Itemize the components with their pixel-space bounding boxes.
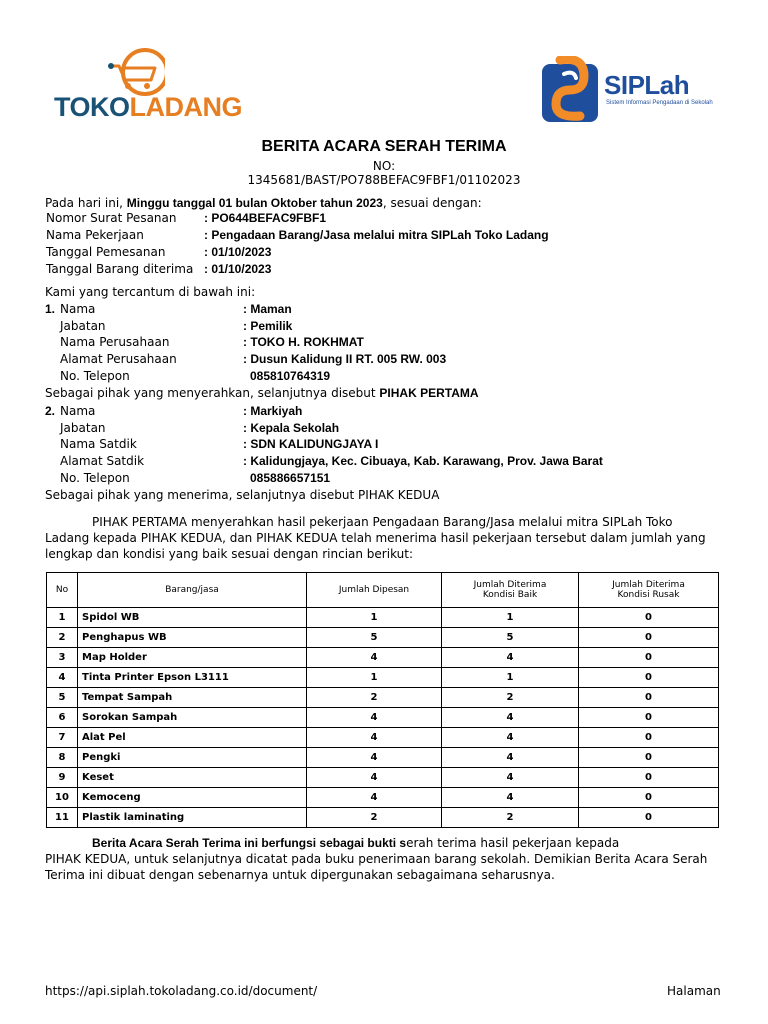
row-no: 10 [47,788,78,808]
header-received-good: Jumlah Diterima Kondisi Baik [442,573,579,608]
row-received-broken: 0 [579,688,719,708]
row-ordered: 4 [307,708,442,728]
header-received-broken: Jumlah Diterima Kondisi Rusak [579,573,719,608]
row-received-good: 4 [442,728,579,748]
row-no: 4 [47,668,78,688]
row-item: Spidol WB [78,608,307,628]
row-item: Plastik laminating [78,808,307,828]
siplah-logo [540,56,730,126]
table-header-row [47,573,719,608]
row-received-good: 5 [442,628,579,648]
table-row [47,788,719,808]
row-received-good: 4 [442,768,579,788]
statement-paragraph: PIHAK PERTAMA menyerahkan hasil pekerjaan Pengadaan Barang/Jasa melalui mitra SIPLah Toko Ladang kepada PIHAK KEDUA, dan PIHAK KEDUA telah menerima hasil pekerjaan tersebut dalam jumlah yang lengkap dan kondisi yang baik sesuai dengan rincian berikut: [45,515,706,561]
row-no: 2 [47,628,78,648]
table-row [47,608,719,628]
row-no: 8 [47,748,78,768]
row-received-broken: 0 [579,628,719,648]
row-no: 7 [47,728,78,748]
row-item: Tinta Printer Epson L3111 [78,668,307,688]
row-ordered: 2 [307,688,442,708]
header-ordered: Jumlah Dipesan [307,573,442,608]
row-received-good: 4 [442,748,579,768]
row-ordered: 1 [307,668,442,688]
row-item: Map Holder [78,648,307,668]
intro-line: Pada hari ini, Minggu tanggal 01 bulan Oktober tahun 2023, sesuai dengan: [45,196,482,210]
row-item: Sorokan Sampah [78,708,307,728]
row-no: 1 [47,608,78,628]
row-no: 11 [47,808,78,828]
row-received-broken: 0 [579,668,719,688]
row-item: Alat Pel [78,728,307,748]
row-item: Penghapus WB [78,628,307,648]
party2-closing: Sebagai pihak yang menerima, selanjutnya disebut PIHAK KEDUA [45,488,440,502]
tokoladang-wordmark: TOKOLADANG [54,92,243,122]
row-received-broken: 0 [579,748,719,768]
row-item: Tempat Sampah [78,688,307,708]
page-label: Halaman [667,984,721,998]
parties-intro: Kami yang tercantum di bawah ini: [45,285,256,299]
table-row [47,688,719,708]
items-table [46,572,719,828]
document-number-label: NO: [372,159,396,173]
row-received-broken: 0 [579,648,719,668]
tokoladang-logo [50,48,243,126]
row-received-good: 4 [442,648,579,668]
row-received-good: 4 [442,708,579,728]
row-item: Pengki [78,748,307,768]
row-received-good: 2 [442,688,579,708]
row-ordered: 4 [307,788,442,808]
table-row [47,648,719,668]
table-row [47,668,719,688]
row-no: 5 [47,688,78,708]
row-item: Kemoceng [78,788,307,808]
siplah-tagline: Sistem Informasi Pengadaan di Sekolah [606,100,713,106]
table-row [47,708,719,728]
document-number: 1345681/BAST/PO788BEFAC9FBF1/01102023 [247,173,521,187]
party1-closing: Sebagai pihak yang menyerahkan, selanjutnya disebut PIHAK PERTAMA [45,386,479,400]
row-no: 6 [47,708,78,728]
header-no: No [47,573,78,608]
table-row [47,768,719,788]
row-received-broken: 0 [579,788,719,808]
row-ordered: 4 [307,728,442,748]
siplah-mark-icon [540,56,602,124]
table-row [47,728,719,748]
row-ordered: 4 [307,648,442,668]
row-ordered: 4 [307,748,442,768]
shopping-cart-icon [105,48,165,96]
row-received-good: 1 [442,608,579,628]
row-no: 9 [47,768,78,788]
row-received-broken: 0 [579,608,719,628]
header-item: Barang/jasa [78,573,307,608]
row-no: 3 [47,648,78,668]
row-ordered: 1 [307,608,442,628]
row-ordered: 5 [307,628,442,648]
row-received-good: 1 [442,668,579,688]
row-ordered: 2 [307,808,442,828]
row-received-broken: 0 [579,708,719,728]
row-received-broken: 0 [579,808,719,828]
table-row [47,628,719,648]
row-received-good: 2 [442,808,579,828]
document-url-link[interactable]: https://api.siplah.tokoladang.co.id/document/ [45,984,318,998]
row-ordered: 4 [307,768,442,788]
closing-paragraph: Berita Acara Serah Terima ini berfungsi sebagai bukti serah terima hasil pekerjaan kepada PIHAK KEDUA, untuk selanjutnya dicatat pada buku penerimaan barang sekolah. Demikian Berita Acara Serah Terima ini dibuat dengan sebenarnya untuk dipergunakan sebagaimana seharusnya. [45,836,708,882]
row-received-good: 4 [442,788,579,808]
row-received-broken: 0 [579,768,719,788]
siplah-wordmark: SIPLah [604,70,690,100]
document-title: BERITA ACARA SERAH TERIMA [261,138,507,155]
table-row [47,808,719,828]
row-received-broken: 0 [579,728,719,748]
row-item: Keset [78,768,307,788]
table-row [47,748,719,768]
